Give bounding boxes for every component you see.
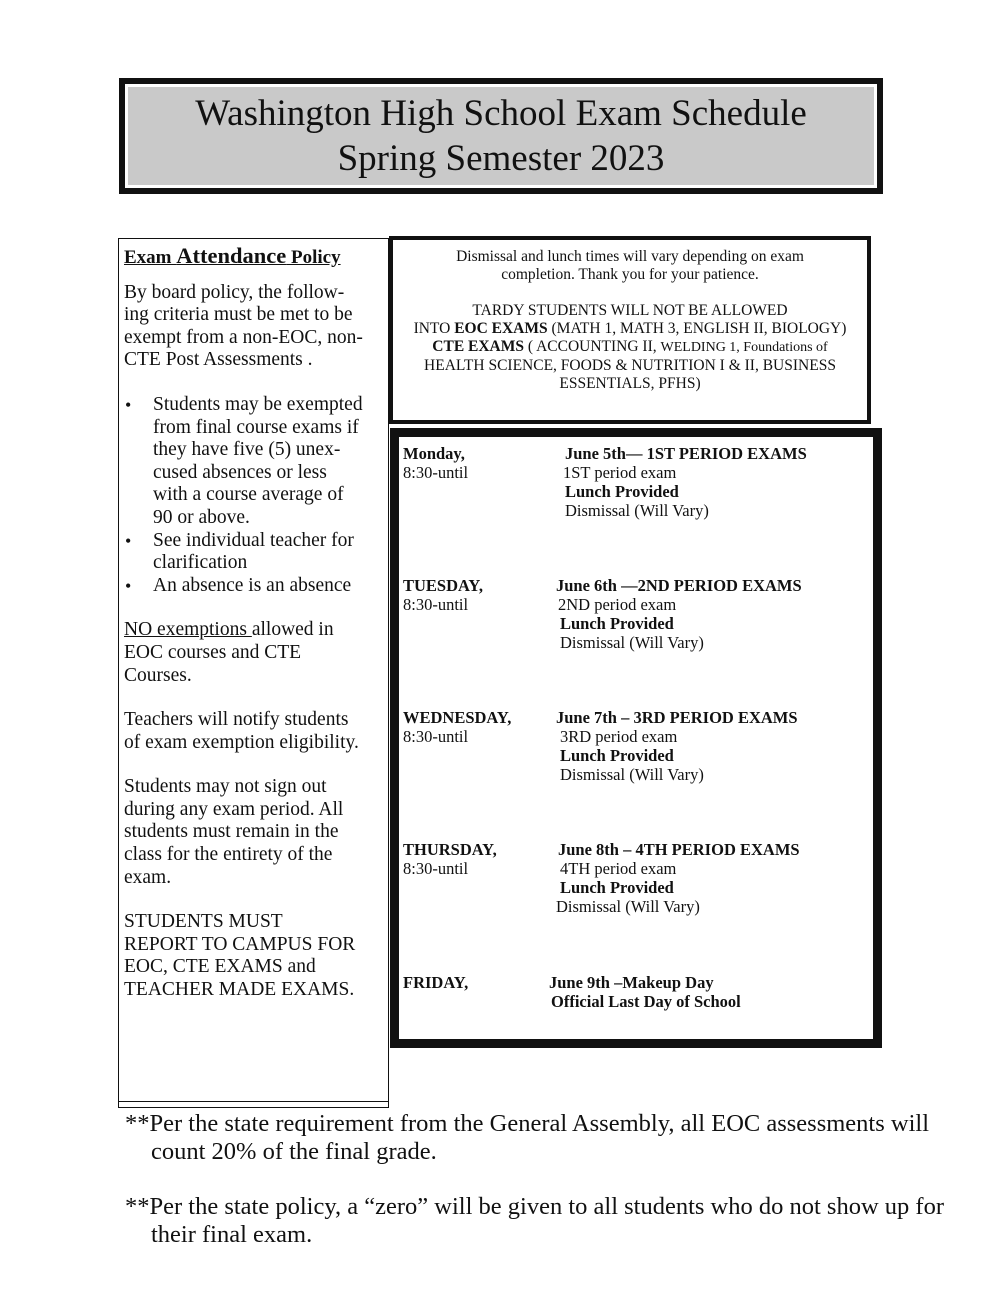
attendance-policy-panel: [118, 238, 389, 1108]
sign-out-note: Students may not sign out during any exam period. All students must remain in the class for the entirety of the exam.: [124, 776, 344, 888]
exemption-criteria-list: [124, 394, 382, 597]
policy-intro: By board policy, the follow- ing criteria must be met to be exempt from a non-EOC, non- CTE Post Assessments .: [124, 281, 363, 371]
panel-bottom-rule: [119, 1101, 388, 1107]
list-item: • See individual teacher for clarification: [153, 530, 382, 575]
list-item: • Students may be exempted from final course exams if they have five (5) unex- cused absences or less with a course average of 90 or above.: [153, 394, 382, 530]
semester-subtitle: Spring Semester 2023: [337, 138, 665, 179]
exam-schedule: Monday, 8:30-until June 5th— 1ST PERIOD EXAMS 1ST period exam Lunch Provided Dismissal (Will Vary) TUESDAY, 8:30-until June 6th —2ND PERIOD EXAMS 2ND period exam Lunch Provided Dismissal (Will Vary) WEDNESDAY, 8:30-until June 7th – 3RD PERIOD EXAMS 3RD period exam Lunch Provided Dismissal (Will Vary) THURSDAY, 8:30-until June 8th – 4TH PERIOD EXAMS 4TH period exam Lunch Provided Dismissal (Will Vary) FRIDAY, June 9th –Makeup Day Official Last Day of School: [390, 428, 882, 1048]
title-banner-fill: [128, 87, 874, 185]
dismissal-notice: Dismissal and lunch times will vary depending on exam completion. Thank you for your patience. TARDY STUDENTS WILL NOT BE ALLOWED INTO EOC EXAMS (MATH 1, MATH 3, ENGLISH II, BIOLOGY) CTE EXAMS ( ACCOUNTING II, WELDING 1, Foundations of HEALTH SCIENCE, FOODS & NUTRITION I & II, BUSINESS ESSENTIALS, PFHS): [389, 236, 871, 424]
footnotes: [125, 1110, 955, 1276]
report-note: STUDENTS MUST REPORT TO CAMPUS FOR EOC, CTE EXAMS and TEACHER MADE EXAMS.: [124, 911, 356, 1001]
title-banner: [119, 78, 883, 194]
policy-heading: Exam Attendance Policy: [124, 243, 341, 268]
no-exemptions-note: NO exemptions allowed in EOC courses and CTE Courses.: [124, 619, 334, 686]
zero-policy-footnote: **Per the state policy, a “zero” will be given to all students who do not show up for their final exam.: [125, 1193, 944, 1248]
eoc-grade-footnote: **Per the state requirement from the General Assembly, all EOC assessments will count 20% of the final grade.: [125, 1110, 930, 1165]
notify-note: Teachers will notify students of exam exemption eligibility.: [124, 709, 359, 753]
page-title: Washington High School Exam Schedule: [195, 93, 807, 134]
list-item: • An absence is an absence: [153, 575, 382, 598]
